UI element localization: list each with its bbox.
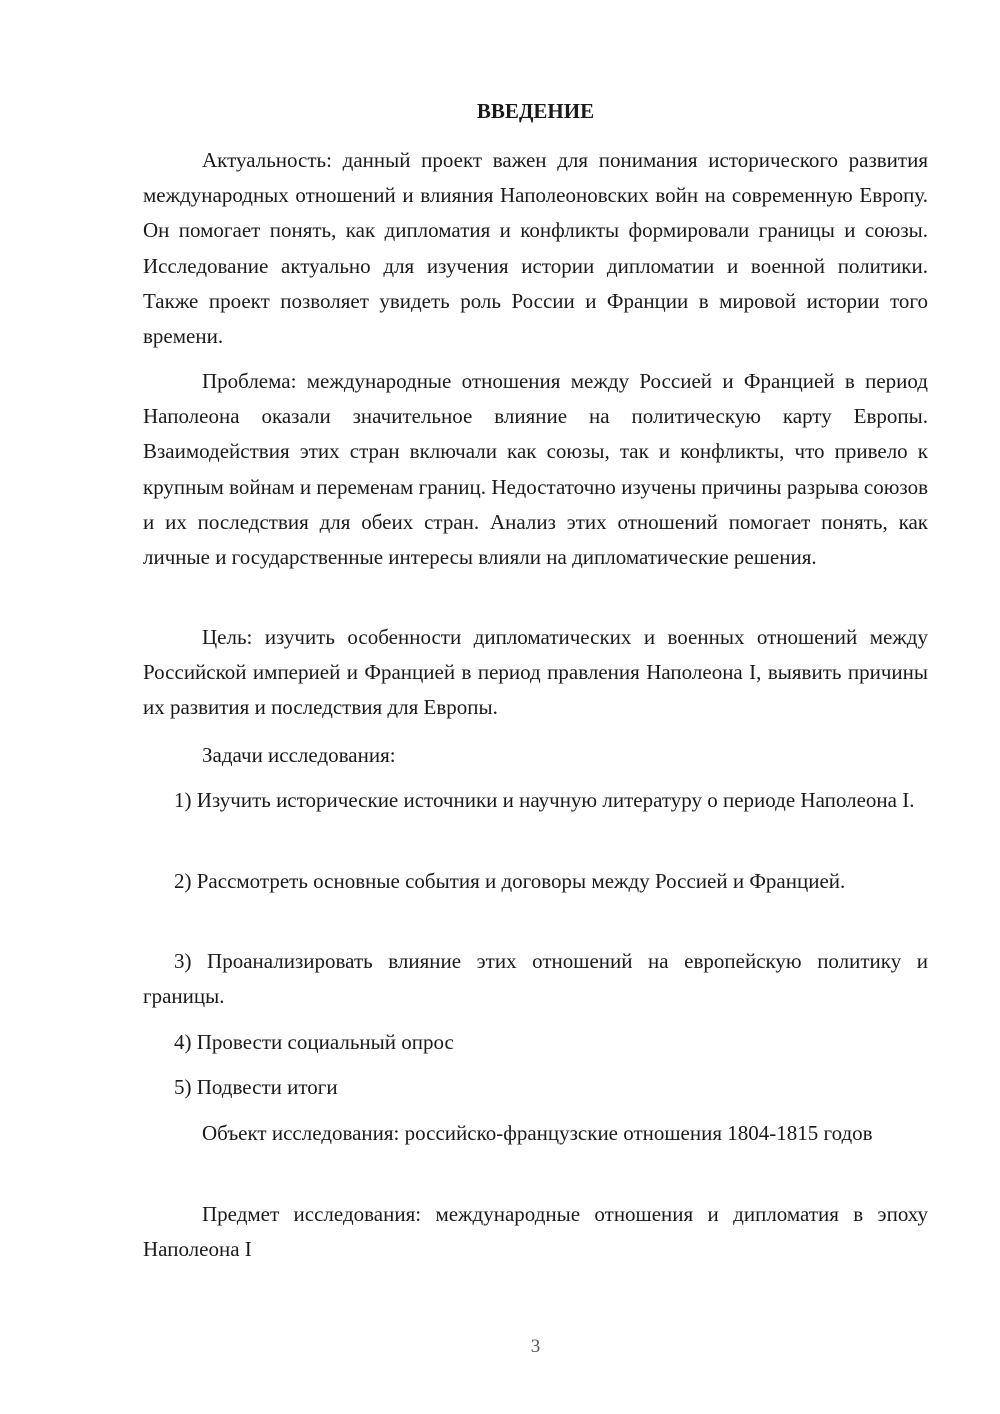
task-item: 1) Изучить исторические источники и научную литературу о периоде Наполеона I. bbox=[174, 788, 915, 812]
tasks-heading: Задачи исследования: bbox=[202, 743, 396, 767]
task-item: 4) Провести социальный опрос bbox=[174, 1030, 454, 1054]
research-object-paragraph: Объект исследования: российско-французские отношения 1804-1815 годов bbox=[202, 1121, 873, 1145]
relevance-paragraph: Актуальность: данный проект важен для понимания исторического развития международных отношений и влияния Наполеоновских войн на современную Европу. Он помогает понять, как дипломатия и конфликты формировали границы и союзы. Исследование актуально для изучения истории дипломатии и военной политики. Также проект позволяет увидеть роль России и Франции в мировой истории того времени. bbox=[143, 148, 928, 349]
document-page bbox=[143, 0, 928, 1414]
section-title: ВВЕДЕНИЕ bbox=[476, 99, 595, 123]
task-item: 5) Подвести итоги bbox=[174, 1075, 338, 1099]
task-item: 3) Проанализировать влияние этих отношений на европейскую политику и границы. bbox=[143, 949, 928, 1009]
goal-paragraph: Цель: изучить особенности дипломатических и военных отношений между Российской империей и Францией в период правления Наполеона I, выявить причины их развития и последствия для Европы. bbox=[143, 625, 928, 720]
page-number: 3 bbox=[530, 1336, 541, 1357]
task-item: 2) Рассмотреть основные события и договоры между Россией и Францией. bbox=[174, 869, 846, 893]
research-subject-paragraph: Предмет исследования: международные отношения и дипломатия в эпоху Наполеона I bbox=[143, 1202, 928, 1262]
problem-paragraph: Проблема: международные отношения между Россией и Францией в период Наполеона оказали значительное влияние на политическую карту Европы. Взаимодействия этих стран включали как союзы, так и конфликты, что привело к крупным войнам и переменам границ. Недостаточно изучены причины разрыва союзов и их последствия для обеих стран. Анализ этих отношений помогает понять, как личные и государственные интересы влияли на дипломатические решения. bbox=[143, 369, 928, 570]
